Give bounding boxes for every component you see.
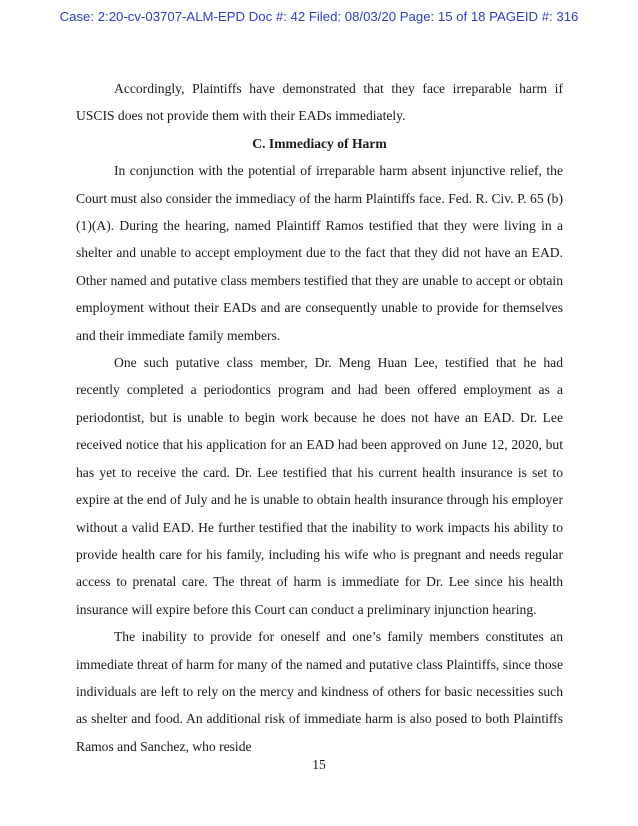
document-body	[76, 75, 563, 760]
paragraph-dr-lee: One such putative class member, Dr. Meng Huan Lee, testified that he had recently completed a periodontics program and had been offered employment as a periodontist, but is unable to begin work because he does not have an EAD. Dr. Lee received notice that his application for an EAD had been approved on June 12, 2020, but has yet to receive the card. Dr. Lee testified that his current health insurance is set to expire at the end of July and he is unable to obtain health insurance through his employer without a valid EAD. He further testified that the inability to work impacts his ability to provide health care for his family, including his wife who is pregnant and needs regular access to prenatal care. The threat of harm is immediate for Dr. Lee since his health insurance will expire before this Court can conduct a preliminary injunction hearing.	[76, 355, 563, 617]
paragraph-immediacy-intro: In conjunction with the potential of irreparable harm absent injunctive relief, the Court must also consider the immediacy of the harm Plaintiffs face. Fed. R. Civ. P. 65 (b)(1)(A). During the hearing, named Plaintiff Ramos testified that they were living in a shelter and unable to accept employment due to the fact that they did not have an EAD. Other named and putative class members testified that they are unable to accept or obtain employment without their EADs and are consequently unable to provide for themselves and their immediate family members.	[76, 163, 563, 343]
page-number: 15	[312, 757, 326, 772]
section-heading: C. Immediacy of Harm	[252, 135, 387, 151]
case-header-stamp: Case: 2:20-cv-03707-ALM-EPD Doc #: 42 Filed: 08/03/20 Page: 15 of 18 PAGEID #: 316	[59, 9, 579, 24]
paragraph-conclusion: Accordingly, Plaintiffs have demonstrated that they face irreparable harm if USCIS does not provide them with their EADs immediately.	[76, 81, 563, 124]
paragraph-threat-of-harm: The inability to provide for oneself and one’s family members constitutes an immediate threat of harm for many of the named and putative class Plaintiffs, since those individuals are left to rely on the mercy and kindness of others for basic necessities such as shelter and food. An additional risk of immediate harm is also posed to both Plaintiffs Ramos and Sanchez, who reside	[76, 629, 563, 754]
